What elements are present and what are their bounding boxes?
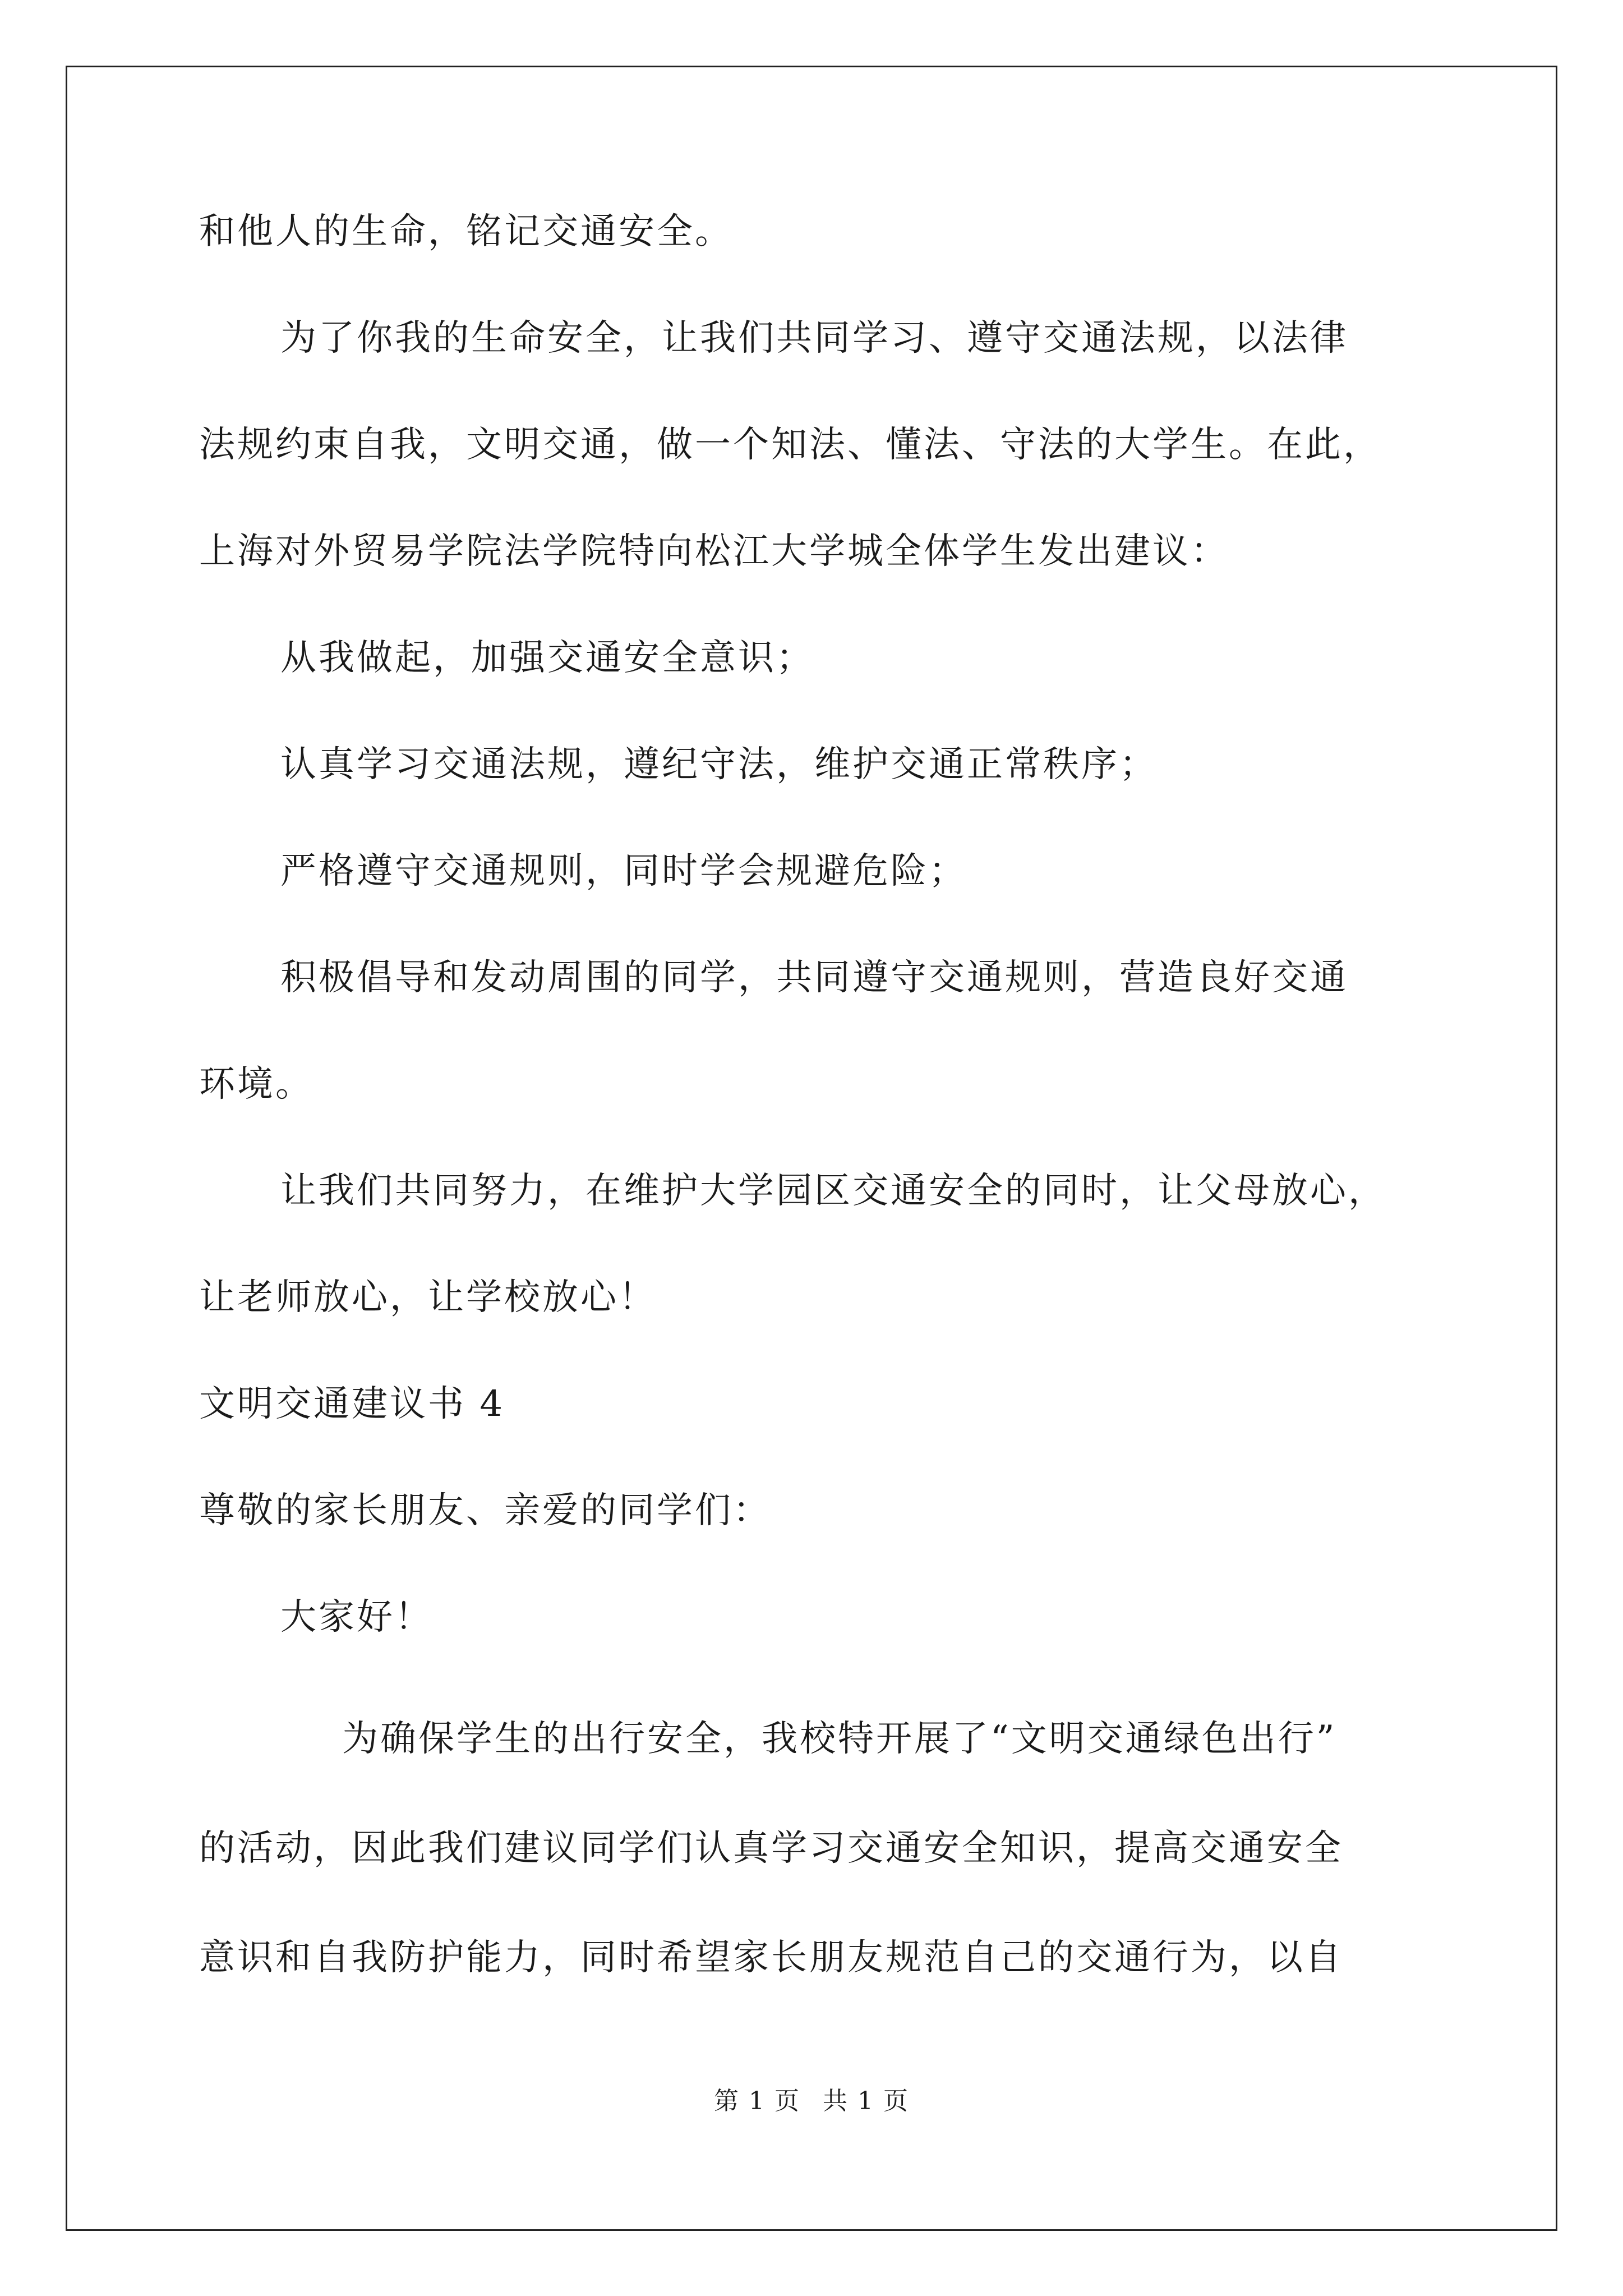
salutation: 尊敬的家长朋友、亲爱的同学们：: [199, 1490, 771, 1531]
text-line-3: 法规约束自我，文明交通，做一个知法、懂法、守法的大学生。在此，: [199, 424, 1381, 466]
greeting: 大家好！: [280, 1596, 433, 1638]
text-line-2: 为了你我的生命安全，让我们共同学习、遵守交通法规，以法律: [280, 318, 1348, 359]
text-line-5: 从我做起，加强交通安全意识；: [280, 637, 814, 679]
text-line-4: 上海对外贸易学院法学院特向松江大学城全体学生发出建议：: [199, 531, 1229, 572]
page-footer: [0, 2086, 1623, 2117]
section-heading: 文明交通建议书 4: [199, 1383, 505, 1425]
page-frame: [66, 66, 1557, 2231]
text-line-1: 和他人的生命，铭记交通安全。: [199, 211, 733, 252]
text-line-10: 让我们共同努力，在维护大学园区交通安全的同时，让父母放心，: [280, 1170, 1386, 1212]
text-line-8: 积极倡导和发动周围的同学，共同遵守交通规则，营造良好交通: [280, 957, 1348, 999]
text-line-16: 的活动，因此我们建议同学们认真学习交通安全知识，提高交通安全: [199, 1828, 1343, 1869]
page-total: 共 1 页: [823, 2087, 909, 2115]
page-number: 第 1 页: [714, 2087, 800, 2115]
text-line-11: 让老师放心，让学校放心！: [199, 1277, 657, 1318]
text-line-7: 严格遵守交通规则，同时学会规避危险；: [280, 850, 967, 892]
text-line-9: 环境。: [199, 1064, 313, 1105]
text-line-17: 意识和自我防护能力，同时希望家长朋友规范自己的交通行为，以自: [199, 1937, 1343, 1978]
text-line-6: 认真学习交通法规，遵纪守法，维护交通正常秩序；: [280, 744, 1158, 785]
text-line-15: 为确保学生的出行安全，我校特开展了“文明交通绿色出行”: [342, 1718, 1337, 1760]
